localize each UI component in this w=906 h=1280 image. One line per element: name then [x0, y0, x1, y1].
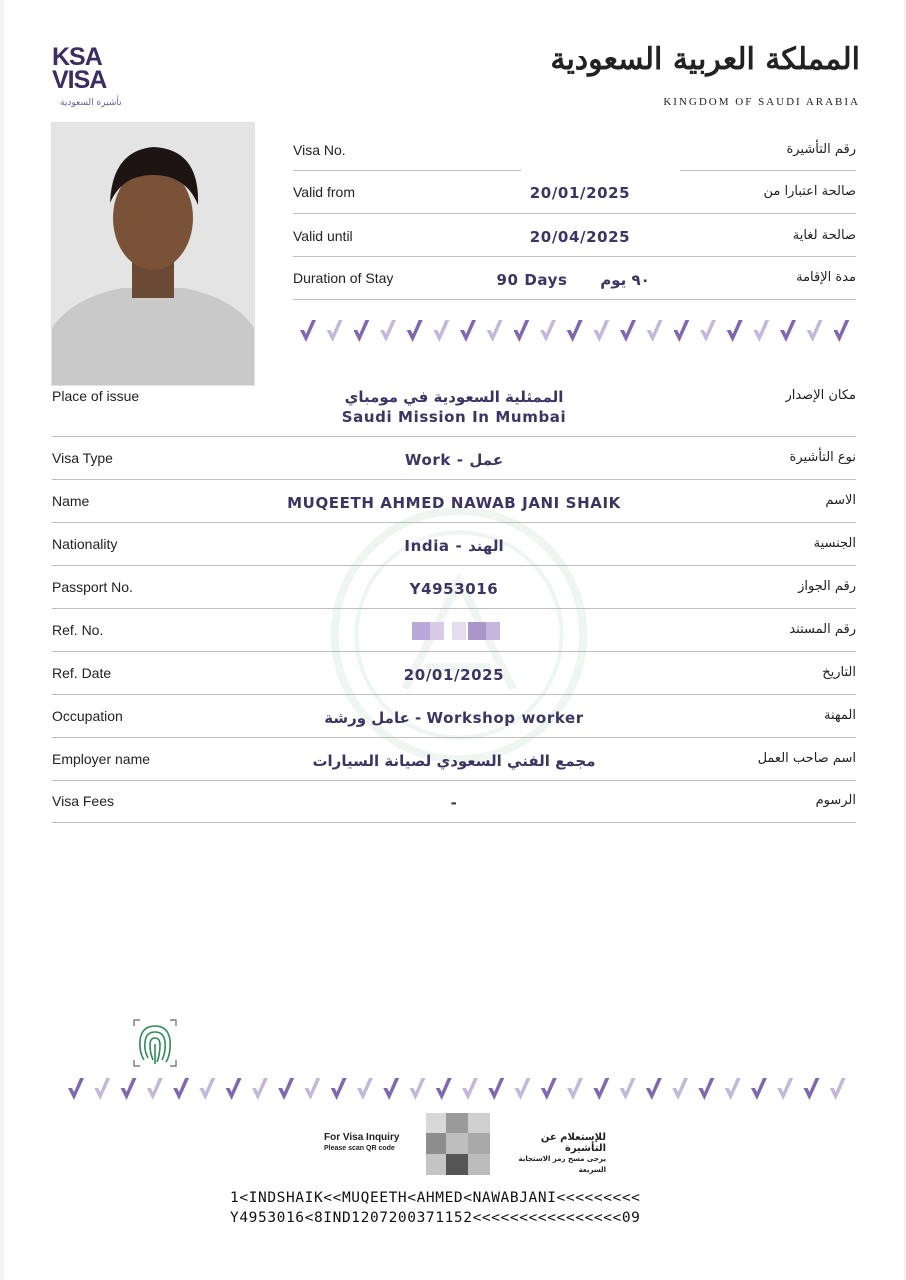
passport-no-label-ar: رقم الجواز — [798, 579, 856, 594]
checkmark-icon — [252, 1078, 268, 1100]
divider — [52, 565, 856, 566]
mrz-line-1: 1<INDSHAIK<<MUQEETH<AHMED<NAWABJANI<<<<<<<<< — [230, 1190, 641, 1206]
divider — [52, 479, 856, 480]
occupation-label-ar: المهنة — [824, 708, 856, 723]
checkmark-icon — [803, 1078, 819, 1100]
checkmark-icon — [753, 320, 769, 342]
checkmark-icon — [780, 320, 796, 342]
checkmark-icon — [121, 1078, 137, 1100]
checkmark-icon — [353, 320, 369, 342]
visa-fees-value: - — [450, 794, 458, 812]
ref-date-value: 20/01/2025 — [403, 666, 505, 684]
visa-no-label: Visa No. — [293, 142, 346, 158]
passport-no-value: Y4953016 — [409, 580, 499, 598]
checkmark-icon — [698, 1078, 714, 1100]
occupation-label: Occupation — [52, 708, 123, 724]
divider — [52, 522, 856, 523]
divider — [52, 651, 856, 652]
checkmark-icon — [593, 1078, 609, 1100]
checkmark-icon — [673, 320, 689, 342]
checkmark-icon — [513, 320, 529, 342]
checkmark-icon — [300, 320, 316, 342]
checkmark-icon — [68, 1078, 84, 1100]
checkmark-icon — [173, 1078, 189, 1100]
visa-document — [4, 0, 904, 1280]
employer-label-ar: اسم صاحب العمل — [757, 751, 856, 766]
employer-label: Employer name — [52, 751, 151, 767]
checkmark-icon — [515, 1078, 531, 1100]
logo-line1: KSA — [52, 43, 102, 71]
employer-value: مجمع الفني السعودي لصيانة السيارات — [312, 752, 596, 770]
divider — [680, 170, 856, 171]
checkmark-icon — [777, 1078, 793, 1100]
place-of-issue-label-ar: مكان الإصدار — [785, 388, 856, 403]
checkmark-icon — [646, 1078, 662, 1100]
checkmark-icon — [199, 1078, 215, 1100]
logo-line2: VISA — [52, 66, 107, 94]
kingdom-arabic-title: المملكة العربية السعودية — [550, 42, 860, 77]
checkmark-icon — [407, 320, 423, 342]
checkmark-icon — [304, 1078, 320, 1100]
inquiry-ar-line1: للإستعلام عن التأشيرة — [540, 1132, 606, 1154]
checkmark-icon — [672, 1078, 688, 1100]
ref-date-label-ar: التاريخ — [822, 665, 856, 680]
valid-until-label-ar: صالحة لغاية — [792, 228, 856, 243]
valid-from-label: Valid from — [293, 184, 355, 200]
checkmark-icon — [620, 320, 636, 342]
duration-label: Duration of Stay — [293, 270, 394, 286]
visa-type-value: Work - عمل — [404, 451, 504, 469]
inquiry-text-en — [324, 1132, 399, 1154]
checkmark-icon — [357, 1078, 373, 1100]
checkmark-icon — [436, 1078, 452, 1100]
name-label: Name — [52, 493, 90, 509]
nationality-label: Nationality — [52, 536, 118, 552]
occupation-value: عامل ورشة - Workshop worker — [324, 709, 584, 727]
fingerprint-icon — [132, 1018, 178, 1068]
duration-label-ar: مدة الإقامة — [796, 270, 856, 285]
place-of-issue-value-ar: الممثلية السعودية في مومباي — [344, 388, 564, 406]
valid-until-label: Valid until — [293, 228, 353, 244]
divider — [52, 737, 856, 738]
inquiry-line2: Please scan QR code — [324, 1145, 395, 1152]
checkmark-icon — [94, 1078, 110, 1100]
checkmark-icon — [278, 1078, 294, 1100]
checkmark-icon — [541, 1078, 557, 1100]
checkmark-icon — [147, 1078, 163, 1100]
checkmark-icon — [433, 320, 449, 342]
inquiry-ar-line2: يرجى مسح رمز الاستجابة السريعة — [518, 1155, 606, 1174]
visa-type-label-ar: نوع التأشيرة — [789, 450, 856, 465]
checkmark-icon — [383, 1078, 399, 1100]
checkmark-icon — [700, 320, 716, 342]
applicant-photo — [51, 122, 255, 386]
security-checkmarks — [296, 316, 856, 348]
checkmark-icon — [462, 1078, 478, 1100]
name-label-ar: الاسم — [825, 493, 856, 508]
qr-code-icon[interactable] — [426, 1113, 490, 1175]
divider — [52, 822, 856, 823]
checkmark-icon — [226, 1078, 242, 1100]
checkmark-icon — [331, 1078, 347, 1100]
checkmark-icon — [567, 1078, 583, 1100]
passport-no-label: Passport No. — [52, 579, 133, 595]
ref-no-label: Ref. No. — [52, 622, 104, 638]
checkmark-icon — [540, 320, 556, 342]
checkmark-icon — [487, 320, 503, 342]
duration-value-ar: ٩٠ يوم — [600, 271, 650, 289]
checkmark-icon — [725, 1078, 741, 1100]
divider — [52, 436, 856, 437]
ksa-visa-logo — [52, 43, 107, 94]
checkmark-icon — [567, 320, 583, 342]
visa-type-label: Visa Type — [52, 450, 113, 466]
visa-no-label-ar: رقم التأشيرة — [786, 142, 856, 157]
divider — [52, 694, 856, 695]
divider — [52, 608, 856, 609]
checkmark-icon — [488, 1078, 504, 1100]
nationality-value: India - الهند — [404, 537, 504, 555]
checkmark-icon — [460, 320, 476, 342]
ref-date-label: Ref. Date — [52, 665, 112, 681]
place-of-issue-value: Saudi Mission In Mumbai — [341, 408, 567, 426]
logo-arabic: تأشيرة السعودية — [60, 98, 122, 108]
checkmark-icon — [380, 320, 396, 342]
checkmark-icon — [830, 1078, 846, 1100]
valid-until-value: 20/04/2025 — [529, 228, 631, 246]
kingdom-english-title: KINGDOM OF SAUDI ARABIA — [663, 96, 860, 108]
divider — [293, 213, 856, 214]
nationality-label-ar: الجنسية — [813, 536, 856, 551]
place-of-issue-label: Place of issue — [52, 388, 140, 404]
ref-no-redacted-block — [412, 622, 500, 640]
checkmark-icon — [327, 320, 343, 342]
duration-value-en: 90 Days — [496, 271, 568, 289]
mrz-line-2: Y4953016<8IND1207200371152<<<<<<<<<<<<<<<<09 — [230, 1210, 641, 1226]
checkmark-icon — [807, 320, 823, 342]
valid-from-label-ar: صالحة اعتبارا من — [763, 184, 856, 199]
checkmark-icon — [833, 320, 849, 342]
checkmark-icon — [647, 320, 663, 342]
checkmark-icon — [751, 1078, 767, 1100]
person-silhouette-icon — [52, 123, 254, 385]
checkmark-icon — [409, 1078, 425, 1100]
security-checkmarks-bottom — [64, 1074, 852, 1106]
inquiry-line1: For Visa Inquiry — [324, 1132, 400, 1143]
ref-no-label-ar: رقم المستند — [789, 622, 856, 637]
divider — [52, 780, 856, 781]
divider — [293, 299, 856, 300]
visa-fees-label: Visa Fees — [52, 793, 114, 809]
inquiry-text-ar — [502, 1132, 606, 1176]
divider — [293, 170, 521, 171]
checkmark-icon — [593, 320, 609, 342]
checkmark-icon — [620, 1078, 636, 1100]
visa-fees-label-ar: الرسوم — [815, 793, 856, 808]
checkmark-icon — [727, 320, 743, 342]
valid-from-value: 20/01/2025 — [529, 184, 631, 202]
divider — [293, 256, 856, 257]
name-value: MUQEETH AHMED NAWAB JANI SHAIK — [287, 494, 621, 512]
